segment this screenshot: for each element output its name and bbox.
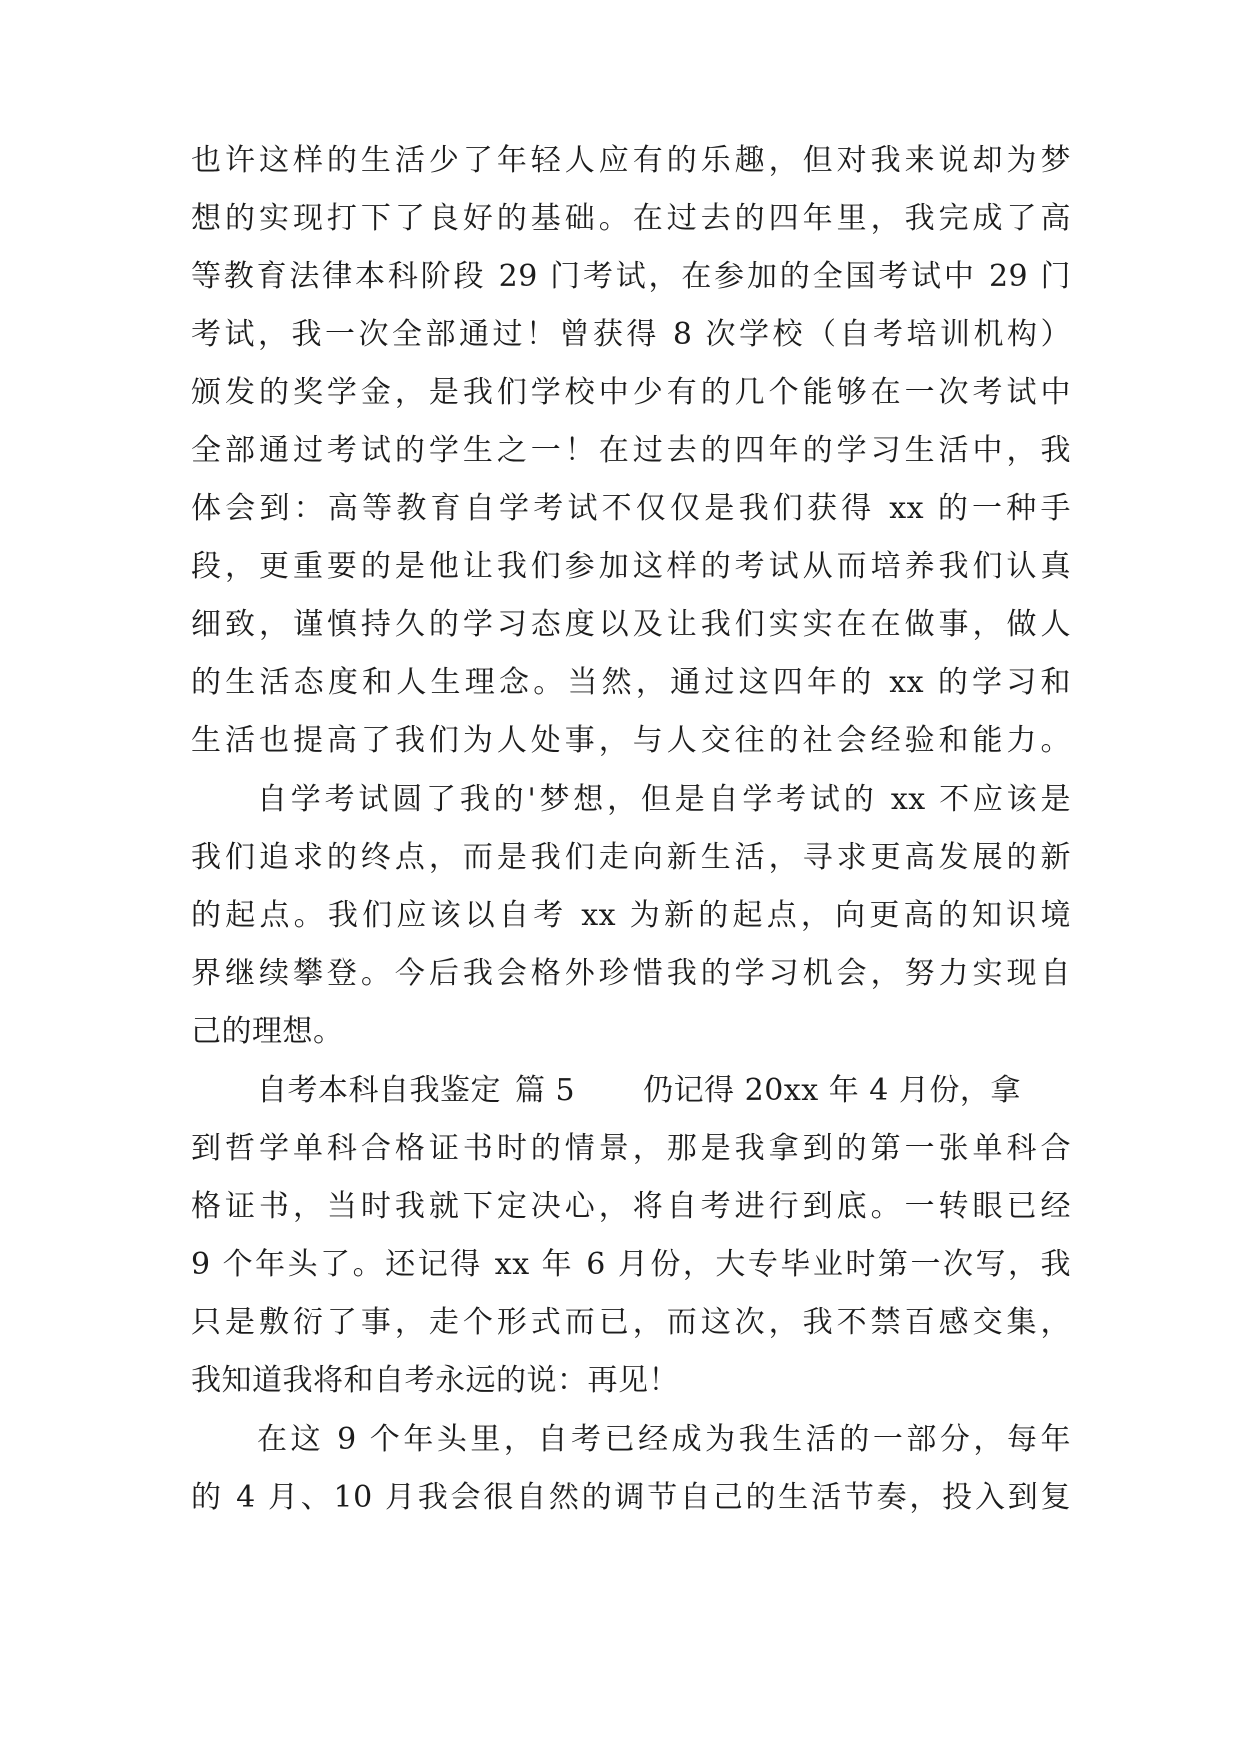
paragraph-line: 生活也提高了我们为人处事，与人交往的社会经验和能力。 <box>191 723 1071 758</box>
paragraph-line: 考试，我一次全部通过！曾获得 8 次学校（自考培训机构） <box>191 317 1071 352</box>
paragraph-line: 界继续攀登。今后我会格外珍惜我的学习机会，努力实现自 <box>191 956 1071 991</box>
section-heading-line <box>257 1071 1071 1111</box>
paragraph-line: 体会到：高等教育自学考试不仅仅是我们获得 xx 的一种手 <box>191 491 1071 526</box>
paragraph-line: 只是敷衍了事，走个形式而已，而这次，我不禁百感交集， <box>191 1305 1071 1340</box>
paragraph-line: 我们追求的终点，而是我们走向新生活，寻求更高发展的新 <box>191 840 1071 875</box>
paragraph-line: 想的实现打下了良好的基础。在过去的四年里，我完成了高 <box>191 201 1071 236</box>
paragraph-line: 全部通过考试的学生之一！在过去的四年的学习生活中，我 <box>191 433 1071 468</box>
paragraph-line: 也许这样的生活少了年轻人应有的乐趣，但对我来说却为梦 <box>191 143 1071 178</box>
section-lead-text: 仍记得 20xx 年 4 月份，拿 <box>643 1073 1021 1108</box>
section-number: 篇 5 <box>515 1073 576 1108</box>
paragraph-line: 细致，谨慎持久的学习态度以及让我们实实在在做事，做人 <box>191 607 1071 642</box>
paragraph-first-line: 在这 9 个年头里，自考已经成为我生活的一部分，每年 <box>257 1422 1071 1457</box>
paragraph-last-line: 己的理想。 <box>191 1014 344 1049</box>
paragraph-last-line: 我知道我将和自考永远的说：再见！ <box>191 1363 679 1398</box>
paragraph-line: 的 4 月、10 月我会很自然的调节自己的生活节奏，投入到复 <box>191 1480 1071 1515</box>
section-title: 自考本科自我鉴定 <box>257 1073 501 1108</box>
paragraph-line: 格证书，当时我就下定决心，将自考进行到底。一转眼已经 <box>191 1189 1071 1224</box>
paragraph-line: 等教育法律本科阶段 29 门考试，在参加的全国考试中 29 门 <box>191 259 1071 294</box>
paragraph-first-line: 自学考试圆了我的'梦想，但是自学考试的 xx 不应该是 <box>257 782 1071 817</box>
paragraph-line: 颁发的奖学金，是我们学校中少有的几个能够在一次考试中 <box>191 375 1071 410</box>
paragraph-line: 9 个年头了。还记得 xx 年 6 月份，大专毕业时第一次写，我 <box>191 1247 1071 1282</box>
paragraph-line: 段，更重要的是他让我们参加这样的考试从而培养我们认真 <box>191 549 1071 584</box>
paragraph-line: 的生活态度和人生理念。当然，通过这四年的 xx 的学习和 <box>191 665 1071 700</box>
paragraph-line: 到哲学单科合格证书时的情景，那是我拿到的第一张单科合 <box>191 1131 1071 1166</box>
paragraph-line: 的起点。我们应该以自考 xx 为新的起点，向更高的知识境 <box>191 898 1071 933</box>
